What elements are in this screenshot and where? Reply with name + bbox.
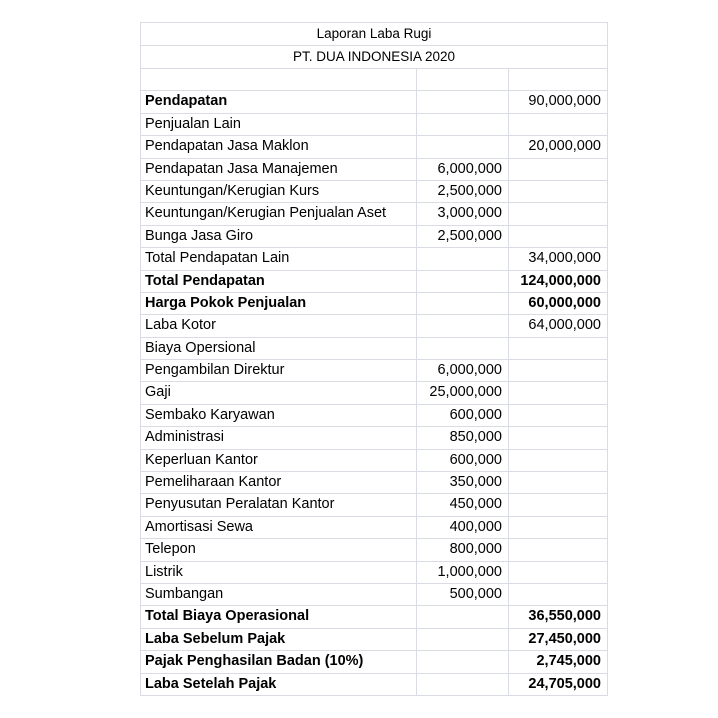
table-row bbox=[141, 69, 608, 91]
table-row bbox=[141, 338, 608, 360]
row-label: Gaji bbox=[141, 382, 417, 404]
total-amount: 90,000,000 bbox=[509, 91, 608, 113]
table-row bbox=[141, 629, 608, 651]
total-amount bbox=[509, 584, 608, 606]
detail-amount bbox=[417, 338, 509, 360]
row-label: Pemeliharaan Kantor bbox=[141, 472, 417, 494]
row-label: Pendapatan Jasa Maklon bbox=[141, 136, 417, 158]
detail-amount bbox=[417, 114, 509, 136]
row-label: Amortisasi Sewa bbox=[141, 517, 417, 539]
detail-amount: 6,000,000 bbox=[417, 159, 509, 181]
total-amount bbox=[509, 338, 608, 360]
total-amount bbox=[509, 405, 608, 427]
table-row bbox=[141, 203, 608, 225]
detail-amount bbox=[417, 674, 509, 696]
table-row bbox=[141, 472, 608, 494]
detail-amount bbox=[417, 271, 509, 293]
table-row bbox=[141, 136, 608, 158]
table-row bbox=[141, 271, 608, 293]
total-amount: 24,705,000 bbox=[509, 674, 608, 696]
detail-amount bbox=[417, 315, 509, 337]
row-label: Bunga Jasa Giro bbox=[141, 226, 417, 248]
table-row bbox=[141, 248, 608, 270]
income-statement-sheet bbox=[140, 22, 608, 696]
detail-amount: 450,000 bbox=[417, 494, 509, 516]
row-label: Pengambilan Direktur bbox=[141, 360, 417, 382]
row-label: Listrik bbox=[141, 562, 417, 584]
detail-amount: 2,500,000 bbox=[417, 181, 509, 203]
table-row bbox=[141, 517, 608, 539]
total-amount bbox=[509, 427, 608, 449]
table-row bbox=[141, 562, 608, 584]
detail-amount bbox=[417, 69, 509, 91]
detail-amount: 600,000 bbox=[417, 450, 509, 472]
table-row bbox=[141, 315, 608, 337]
row-label: Total Biaya Operasional bbox=[141, 606, 417, 628]
table-row bbox=[141, 584, 608, 606]
table-row bbox=[141, 293, 608, 315]
total-amount bbox=[509, 69, 608, 91]
detail-amount: 25,000,000 bbox=[417, 382, 509, 404]
table-row bbox=[141, 539, 608, 561]
row-label: Pendapatan Jasa Manajemen bbox=[141, 159, 417, 181]
total-amount bbox=[509, 450, 608, 472]
total-amount bbox=[509, 539, 608, 561]
table-row bbox=[141, 450, 608, 472]
report-company: PT. DUA INDONESIA 2020 bbox=[141, 46, 608, 69]
table-row bbox=[141, 159, 608, 181]
total-amount bbox=[509, 360, 608, 382]
table-row bbox=[141, 382, 608, 404]
total-amount: 60,000,000 bbox=[509, 293, 608, 315]
total-amount bbox=[509, 159, 608, 181]
total-amount bbox=[509, 382, 608, 404]
table-row bbox=[141, 114, 608, 136]
table-row bbox=[141, 181, 608, 203]
row-label: Laba Kotor bbox=[141, 315, 417, 337]
row-label: Sembako Karyawan bbox=[141, 405, 417, 427]
row-label: Total Pendapatan Lain bbox=[141, 248, 417, 270]
total-amount: 2,745,000 bbox=[509, 651, 608, 673]
detail-amount: 800,000 bbox=[417, 539, 509, 561]
row-label: Administrasi bbox=[141, 427, 417, 449]
detail-amount: 2,500,000 bbox=[417, 226, 509, 248]
total-amount bbox=[509, 472, 608, 494]
table-row bbox=[141, 405, 608, 427]
detail-amount: 850,000 bbox=[417, 427, 509, 449]
detail-amount: 400,000 bbox=[417, 517, 509, 539]
total-amount bbox=[509, 562, 608, 584]
row-label: Pajak Penghasilan Badan (10%) bbox=[141, 651, 417, 673]
row-label: Total Pendapatan bbox=[141, 271, 417, 293]
detail-amount bbox=[417, 293, 509, 315]
detail-amount: 1,000,000 bbox=[417, 562, 509, 584]
total-amount: 34,000,000 bbox=[509, 248, 608, 270]
total-amount: 124,000,000 bbox=[509, 271, 608, 293]
total-amount bbox=[509, 114, 608, 136]
table-row bbox=[141, 674, 608, 696]
report-title: Laporan Laba Rugi bbox=[141, 23, 608, 46]
detail-amount bbox=[417, 651, 509, 673]
detail-amount bbox=[417, 248, 509, 270]
total-amount bbox=[509, 517, 608, 539]
total-amount bbox=[509, 203, 608, 225]
row-label bbox=[141, 69, 417, 91]
row-label: Laba Sebelum Pajak bbox=[141, 629, 417, 651]
row-label: Biaya Opersional bbox=[141, 338, 417, 360]
total-amount bbox=[509, 494, 608, 516]
total-amount bbox=[509, 181, 608, 203]
table-row bbox=[141, 606, 608, 628]
total-amount: 36,550,000 bbox=[509, 606, 608, 628]
total-amount: 20,000,000 bbox=[509, 136, 608, 158]
row-label: Pendapatan bbox=[141, 91, 417, 113]
detail-amount bbox=[417, 91, 509, 113]
detail-amount bbox=[417, 629, 509, 651]
table-row bbox=[141, 360, 608, 382]
row-label: Telepon bbox=[141, 539, 417, 561]
statement-rows bbox=[141, 69, 608, 696]
total-amount: 27,450,000 bbox=[509, 629, 608, 651]
total-amount bbox=[509, 226, 608, 248]
detail-amount: 350,000 bbox=[417, 472, 509, 494]
row-label: Keuntungan/Kerugian Kurs bbox=[141, 181, 417, 203]
table-row bbox=[141, 494, 608, 516]
table-row bbox=[141, 427, 608, 449]
detail-amount: 600,000 bbox=[417, 405, 509, 427]
row-label: Laba Setelah Pajak bbox=[141, 674, 417, 696]
detail-amount: 6,000,000 bbox=[417, 360, 509, 382]
row-label: Sumbangan bbox=[141, 584, 417, 606]
row-label: Penjualan Lain bbox=[141, 114, 417, 136]
table-row bbox=[141, 651, 608, 673]
row-label: Penyusutan Peralatan Kantor bbox=[141, 494, 417, 516]
row-label: Harga Pokok Penjualan bbox=[141, 293, 417, 315]
table-row bbox=[141, 91, 608, 113]
detail-amount bbox=[417, 136, 509, 158]
total-amount: 64,000,000 bbox=[509, 315, 608, 337]
table-row bbox=[141, 226, 608, 248]
detail-amount: 500,000 bbox=[417, 584, 509, 606]
detail-amount bbox=[417, 606, 509, 628]
detail-amount: 3,000,000 bbox=[417, 203, 509, 225]
row-label: Keperluan Kantor bbox=[141, 450, 417, 472]
row-label: Keuntungan/Kerugian Penjualan Aset bbox=[141, 203, 417, 225]
